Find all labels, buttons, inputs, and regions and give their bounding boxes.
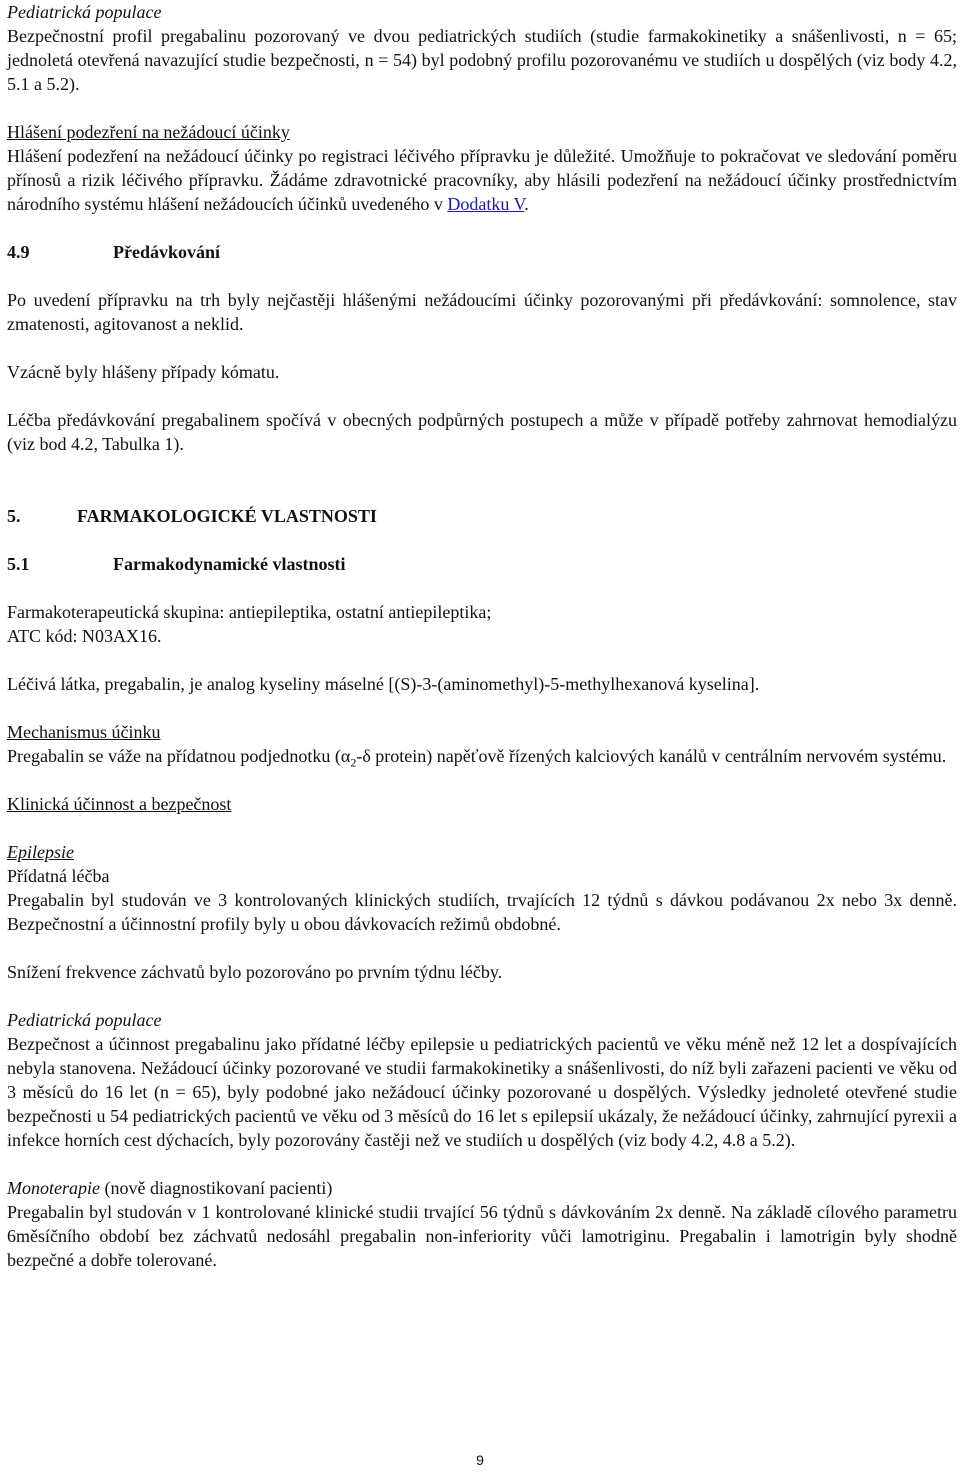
monotherapy-heading-rest: (nově diagnostikovaní pacienti) [99, 1178, 333, 1198]
adverse-reporting-end: . [524, 194, 529, 214]
pediatric-heading-2: Pediatrická populace [7, 1010, 162, 1030]
overdose-paragraph-3: Léčba předávkování pregabalinem spočívá v obecných podpůrných postupech a může v případě potřeby zahrnovat hemodialýzu (viz bod 4.2, Tabulka 1). [7, 410, 957, 454]
monotherapy-heading-italic: Monoterapie [7, 1178, 100, 1198]
page-number: 9 [476, 1452, 484, 1468]
document-page [7, 0, 957, 1272]
section-5-1-title: Farmakodynamické vlastnosti [113, 554, 346, 574]
mechanism-text-b: -δ protein) napěťově řízených kalciových kanálů v centrálním nervovém systému. [356, 746, 947, 766]
seizure-reduction-paragraph: Snížení frekvence záchvatů bylo pozorováno po prvním týdnu léčby. [7, 962, 503, 982]
monotherapy-paragraph: Pregabalin byl studován v 1 kontrolované klinické studii trvající 56 týdnů s dávkováním 2x denně. Na základě cílového parametru 6měsíčního období bez záchvatů nedosáhl pregabalin non-inferiority vůči lamotriginu. Pregabalin i lamotrigin byly shodně bezpečné a dobře tolerované. [7, 1202, 957, 1270]
adverse-reporting-paragraph [7, 144, 957, 216]
section-5-1-number: 5.1 [7, 554, 30, 574]
mechanism-subscript: 2 [350, 755, 357, 770]
section-5-title: FARMAKOLOGICKÉ VLASTNOSTI [77, 506, 377, 526]
appendix-v-link[interactable]: Dodatku V [447, 194, 525, 214]
mechanism-heading: Mechanismus účinku [7, 722, 161, 742]
section-4-9-title: Předávkování [113, 242, 221, 262]
section-5-heading [7, 504, 957, 528]
epilepsy-heading: Epilepsie [7, 842, 74, 862]
adjunctive-therapy-paragraph: Pregabalin byl studován ve 3 kontrolovaných klinických studiích, trvajících 12 týdnů s dávkou podávanou 2x nebo 3x denně. Bezpečnostní a účinnostní profily byly u obou dávkovacích režimů obdobné. [7, 890, 957, 934]
monotherapy-heading [7, 1176, 957, 1200]
section-4-9-heading [7, 240, 957, 264]
adverse-reporting-heading: Hlášení podezření na nežádoucí účinky [7, 122, 290, 142]
pediatric-heading: Pediatrická populace [7, 2, 162, 22]
overdose-paragraph-2: Vzácně byly hlášeny případy kómatu. [7, 362, 280, 382]
atc-code: ATC kód: N03AX16. [7, 626, 162, 646]
section-4-9-number: 4.9 [7, 242, 30, 262]
section-5-1-heading [7, 552, 957, 576]
overdose-paragraph-1: Po uvedení přípravku na trh byly nejčastěji hlášenými nežádoucími účinky pozorovanými při předávkování: somnolence, stav zmatenosti, agitovanost a neklid. [7, 290, 957, 334]
adjunctive-therapy-heading: Přídatná léčba [7, 866, 110, 886]
pharmacotherapeutic-group: Farmakoterapeutická skupina: antiepileptika, ostatní antiepileptika; [7, 602, 492, 622]
active-substance-paragraph: Léčivá látka, pregabalin, je analog kyseliny máselné [(S)-3-(aminomethyl)-5-methylhexanová kyselina]. [7, 674, 760, 694]
mechanism-text-a: Pregabalin se váže na přídatnou podjednotku (α [7, 746, 351, 766]
pediatric-paragraph-2: Bezpečnost a účinnost pregabalinu jako přídatné léčby epilepsie u pediatrických pacientů ve věku méně než 12 let a dospívajících nebyla stanovena. Nežádoucí účinky pozorované ve studii farmakokinetiky a snášenlivosti, do níž byli zařazeni pacienti ve věku od 3 měsíců do 16 let (n = 65), byly podobné jako nežádoucí účinky pozorované u dospělých. Výsledky jednoleté otevřené studie bezpečnosti u 54 pediatrických pacientů ve věku od 3 měsíců do 16 let s epilepsií ukázaly, že nežádoucí účinky, zahrnující pyrexii a infekce horních cest dýchacích, byly pozorovány častěji než ve studiích u dospělých (viz body 4.2, 4.8 a 5.2). [7, 1034, 957, 1150]
adverse-reporting-text: Hlášení podezření na nežádoucí účinky po registraci léčivého přípravku je důležité. Umožňuje to pokračovat ve sledování poměru přínosů a rizik léčivého přípravku. Žádáme zdravotnické pracovníky, aby hlásili podezření na nežádoucí účinky prostřednictvím národního systému hlášení nežádoucích účinků uvedeného v [7, 146, 957, 214]
mechanism-paragraph [7, 744, 957, 768]
pediatric-paragraph: Bezpečnostní profil pregabalinu pozorovaný ve dvou pediatrických studiích (studie farmakokinetiky a snášenlivosti, n = 65; jednoletá otevřená navazující studie bezpečnosti, n = 54) byl podobný profilu pozorovanému ve studiích u dospělých (viz body 4.2, 5.1 a 5.2). [7, 26, 957, 94]
section-5-number: 5. [7, 506, 21, 526]
clinical-efficacy-heading: Klinická účinnost a bezpečnost [7, 794, 232, 814]
